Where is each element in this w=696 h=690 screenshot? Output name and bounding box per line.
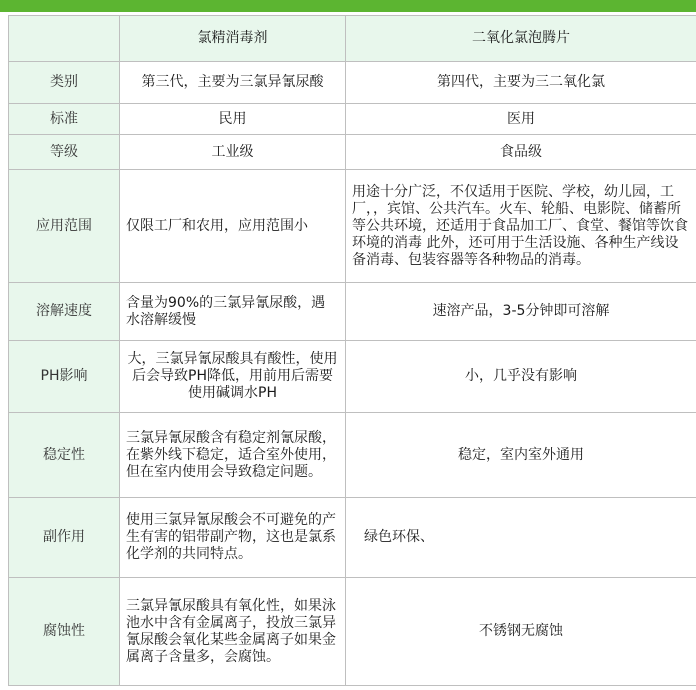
row-label: 稳定性	[9, 413, 120, 498]
row-label: 应用范围	[9, 170, 120, 283]
row-label: 副作用	[9, 498, 120, 578]
row-cell-col2: 食品级	[346, 135, 696, 170]
row-cell-col1: 第三代，主要为三氯异氰尿酸	[120, 62, 346, 104]
row-cell-col1: 民用	[120, 104, 346, 135]
row-cell-col1: 仅限工厂和农用，应用范围小	[120, 170, 346, 283]
table-row	[9, 413, 696, 498]
row-cell-col2: 稳定，室内室外通用	[346, 413, 696, 498]
table-header-row	[9, 16, 696, 62]
row-cell-col2: 速溶产品，3-5分钟即可溶解	[346, 283, 696, 341]
row-cell-col1: 大，三氯异氰尿酸具有酸性，使用后会导致PH降低，用前用后需要使用碱调水PH	[120, 341, 346, 413]
row-label: 标准	[9, 104, 120, 135]
row-cell-col2: 绿色环保、	[346, 498, 696, 578]
row-cell-col2: 用途十分广泛，不仅适用于医院、学校，幼儿园，工厂，，宾馆、公共汽车。火车、轮船、电影院、储蓄所等公共环境，还适用于食品加工厂、食堂、餐馆等饮食环境的消毒 此外，还可用于生活设施、各种生产线设备消毒、包装容器等各种物品的消毒。	[346, 170, 696, 283]
table-row	[9, 62, 696, 104]
row-cell-col2: 第四代，主要为三二氧化氯	[346, 62, 696, 104]
row-label: 溶解速度	[9, 283, 120, 341]
row-label: 类别	[9, 62, 120, 104]
table-row	[9, 135, 696, 170]
row-cell-col1: 工业级	[120, 135, 346, 170]
row-cell-col2: 小，几乎没有影响	[346, 341, 696, 413]
row-cell-col1: 三氯异氰尿酸含有稳定剂氰尿酸，在紫外线下稳定，适合室外使用，但在室内使用会导致稳定问题。	[120, 413, 346, 498]
row-cell-col1: 使用三氯异氰尿酸会不可避免的产生有害的铝带副产物，这也是氯系化学剂的共同特点。	[120, 498, 346, 578]
row-cell-col1: 三氯异氰尿酸具有氧化性，如果泳池水中含有金属离子，投放三氯异氰尿酸会氧化某些金属离子如果金属离子含量多，会腐蚀。	[120, 578, 346, 686]
row-label: 等级	[9, 135, 120, 170]
comparison-table	[8, 15, 696, 686]
table-row	[9, 283, 696, 341]
table-row	[9, 578, 696, 686]
row-cell-col2: 医用	[346, 104, 696, 135]
row-cell-col1: 含量为90%的三氯异氰尿酸，遇水溶解缓慢	[120, 283, 346, 341]
header-chlorine-tablet: 氯精消毒剂	[120, 16, 346, 62]
row-cell-col2: 不锈钢无腐蚀	[346, 578, 696, 686]
row-label: 腐蚀性	[9, 578, 120, 686]
table-row	[9, 341, 696, 413]
header-chlorine-dioxide-tablet: 二氧化氯泡腾片	[346, 16, 696, 62]
green-top-bar	[0, 0, 696, 12]
table-row	[9, 170, 696, 283]
header-corner	[9, 16, 120, 62]
table-row	[9, 498, 696, 578]
table-row	[9, 104, 696, 135]
row-label: PH影响	[9, 341, 120, 413]
